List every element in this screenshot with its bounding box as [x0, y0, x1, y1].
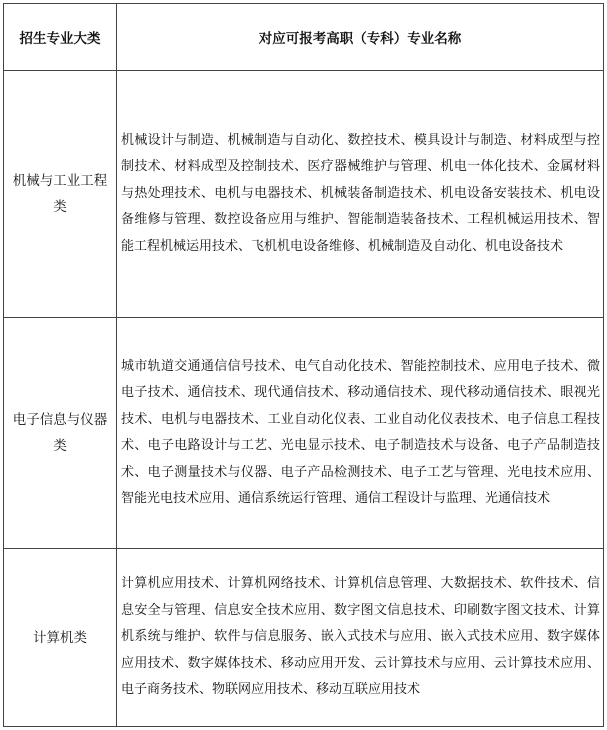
header-category: 招生专业大类: [4, 4, 117, 71]
header-row: [4, 4, 604, 71]
table-row: [4, 71, 604, 318]
category-cell: 电子信息与仪器类: [4, 318, 117, 549]
table-row: [4, 318, 604, 549]
header-majors: 对应可报考高职（专科）专业名称: [117, 4, 604, 71]
table-row: [4, 549, 604, 727]
majors-table: [3, 3, 604, 727]
majors-cell: 机械设计与制造、机械制造与自动化、数控技术、模具设计与制造、材料成型与控制技术、材料成型及控制技术、医疗器械维护与管理、机电一体化技术、金属材料与热处理技术、电机与电器技术、机械装备制造技术、机电设备安装技术、机电设备维修与管理、数控设备应用与维护、智能制造装备技术、工程机械运用技术、智能工程机械运用技术、飞机机电设备维修、机械制造及自动化、机电设备技术: [117, 71, 604, 318]
category-cell: 机械与工业工程类: [4, 71, 117, 318]
category-cell: 计算机类: [4, 549, 117, 727]
majors-cell: 城市轨道交通通信信号技术、电气自动化技术、智能控制技术、应用电子技术、微电子技术、通信技术、现代通信技术、移动通信技术、现代移动通信技术、眼视光技术、电机与电器技术、工业自动化仪表、工业自动化仪表技术、电子信息工程技术、电子电路设计与工艺、光电显示技术、电子制造技术与设备、电子产品制造技术、电子测量技术与仪器、电子产品检测技术、电子工艺与管理、光电技术应用、智能光电技术应用、通信系统运行管理、通信工程设计与监理、光通信技术: [117, 318, 604, 549]
majors-cell: 计算机应用技术、计算机网络技术、计算机信息管理、大数据技术、软件技术、信息安全与管理、信息安全技术应用、数字图文信息技术、印刷数字图文技术、计算机系统与维护、软件与信息服务、嵌入式技术与应用、嵌入式技术应用、数字媒体应用技术、数字媒体技术、移动应用开发、云计算技术与应用、云计算技术应用、电子商务技术、物联网应用技术、移动互联应用技术: [117, 549, 604, 727]
